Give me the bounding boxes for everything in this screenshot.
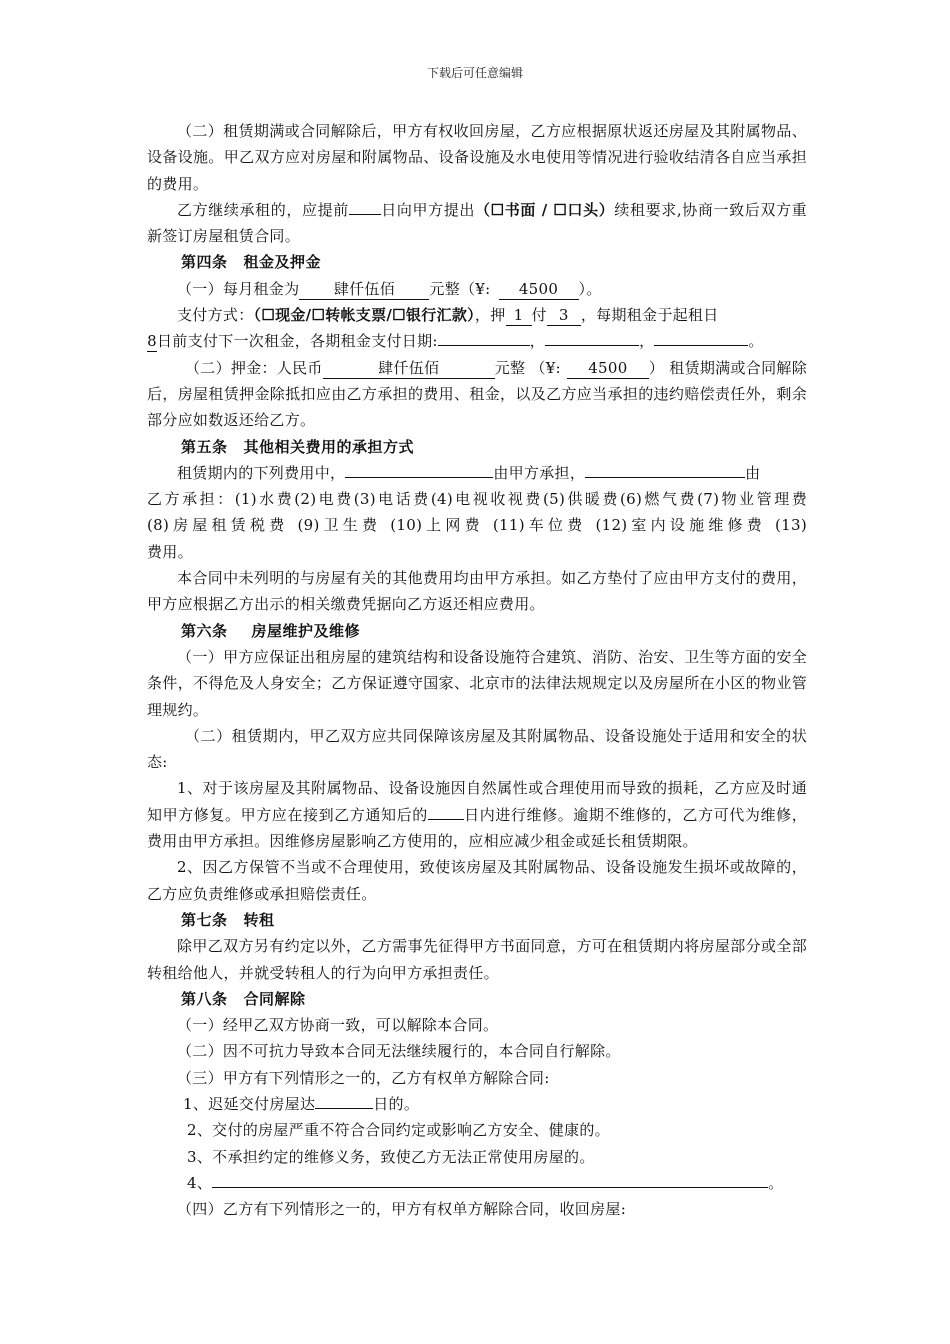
payment-day: 8 [147,332,157,351]
rent-text-b: 元整（¥: [429,279,491,298]
deposit-text-a: （二）押金：人民币 [185,358,323,377]
deposit-months: 1 [506,306,532,326]
clause-8-3-2: 2、交付的房屋严重不符合合同约定或影响乙方安全、健康的。 [187,1121,610,1140]
fees-line-4: 费用。 [147,542,193,561]
fees-line-2: 乙方承担：(1)水费(2)电费(3)电话费(4)电视收视费(5)供暖费(6)燃气费(7)物业管理费 [147,490,807,509]
clause-6-2-2: 2、因乙方保管不当或不合理使用，致使该房屋及其附属物品、设备设施发生损坏或故障的，乙方应负责维修或承担赔偿责任。 [147,858,807,903]
delay-text-a: 1、迟延交付房屋达 [183,1094,316,1113]
clause-8-3-1 [147,1091,807,1117]
deposit-text-b: 元整 （¥: [494,358,561,377]
clause-8-4: （四）乙方有下列情形之一的，甲方有权单方解除合同，收回房屋: [177,1200,627,1219]
clause-8-3-3: 3、不承担约定的维修义务，致使乙方无法正常使用房屋的。 [187,1147,595,1166]
clause-8-3: （三）甲方有下列情形之一的，乙方有权单方解除合同: [177,1068,550,1087]
clause-6-2: （二）租赁期内，甲乙双方应共同保障该房屋及其附属物品、设备设施处于适用和安全的状态: [147,726,807,772]
article-4-title: 租金及押金 [243,253,322,272]
payment-sep-2: ， [639,332,655,351]
contract-body [147,118,807,1222]
other-case-blank [212,1171,768,1188]
delay-text-b: 日的。 [373,1094,420,1113]
article-5-title: 其他相关费用的承担方式 [243,437,415,456]
fees-text-c: 由 [745,463,761,482]
clause-8-1: （一）经甲乙双方协商一致，可以解除本合同。 [177,1016,499,1035]
payment-sep-1: ， [529,332,546,351]
tenant-fees-blank [585,461,745,478]
payment-text-e: 日前支付下一次租金，各期租金支付日期: [157,332,438,351]
other-fees-paragraph: 本合同中未列明的与房屋有关的其他费用均由甲方承担。如乙方垫付了应由甲方支付的费用，甲方应根据乙方出示的相关缴费凭据向乙方返还相应费用。 [147,569,807,614]
clause-6-1: （一）甲方应保证出租房屋的建筑结构和设备设施符合建筑、消防、治安、卫生等方面的安全条件，不得危及人身安全；乙方保证遵守国家、北京市的法律法规规定以及房屋所在小区的物业管理规约。 [147,647,807,719]
renewal-days-blank [349,198,381,215]
payment-date-blank-3 [654,329,748,346]
article-6-title: 房屋维护及维修 [251,621,361,640]
deposit-text-c: ） 租赁期满或合同解除后，房屋租赁押金除抵扣应由乙方承担的费用、租金，以及乙方应当承担的违约赔偿责任外，剩余部分应如数返还给乙方。 [147,358,807,430]
clause-8-3-4 [147,1170,807,1196]
repair-days-blank [428,803,464,820]
monthly-rent-line [147,276,807,302]
payment-text-d: ，每期租金于起租日 [580,306,719,325]
other-case-end: 。 [768,1173,784,1192]
clause-3-2: （二）租赁期满或合同解除后，甲方有权收回房屋，乙方应根据原状返还房屋及其附属物品、设备设施。甲乙双方应对房屋和附属物品、设备设施及水电使用等情况进行验收结清各自应当承担的费用。 [147,122,807,193]
fees-text-b: 由甲方承担， [493,463,586,482]
fees-line-1 [147,460,807,486]
clause-7: 除甲乙双方另有约定以外，乙方需事先征得甲方书面同意，方可在租赁期内将房屋部分或全部转租给他人，并就受转租人的行为向甲方承担责任。 [147,937,807,982]
article-8-title: 合同解除 [243,989,306,1008]
other-case-label: 4、 [187,1173,213,1192]
article-8-heading [147,986,807,1012]
deposit-paragraph [147,355,807,434]
article-6-number: 第六条 [181,621,228,640]
payment-end: 。 [748,332,764,351]
payment-text-c: 付 [531,306,547,325]
fees-line-3: (8)房屋租赁税费 (9)卫生费 (10)上网费 (11)车位费 (12)室内设施维修费 (13) [147,516,807,535]
page-header: 下载后可任意编辑 [426,66,523,80]
payment-date-blank-1 [438,329,530,346]
landlord-fees-blank [345,461,493,478]
article-5-heading [147,434,807,460]
renewal-text-a: 乙方继续承租的，应提前 [177,200,349,219]
payment-date-blank-2 [545,329,639,346]
article-5-number: 第五条 [181,437,228,456]
rent-text-c: ）。 [578,279,602,298]
delay-days-blank [315,1092,373,1109]
payment-text-b: ，押 [474,306,506,325]
deposit-amount-words: 肆仟伍佰 [323,359,495,379]
article-7-heading [147,907,807,933]
payment-method-paragraph [147,302,807,355]
renewal-paragraph [147,197,807,250]
rent-amount-number: 4500 [499,280,579,300]
renewal-text-c: 续租要求,协商一致后双方重新签订房屋租赁合同。 [147,200,807,246]
clause-8-2: （二）因不可抗力导致本合同无法继续履行的，本合同自行解除。 [177,1042,621,1061]
rent-text-a: （一）每月租金为 [177,279,300,298]
article-4-number: 第四条 [181,253,228,272]
renewal-text-b: 日向甲方提出 [380,200,475,219]
clause-6-2-1 [147,775,807,854]
article-8-number: 第八条 [181,989,228,1008]
article-6-heading [147,618,807,644]
fees-text-a: 租赁期内的下列费用中， [177,463,346,482]
deposit-amount-number: 4500 [567,359,649,379]
payment-text-a: 支付方式： [177,306,254,325]
repair-text-a: 1、对于该房屋及其附属物品、设备设施因自然属性或合理使用而导致的损耗，乙方应及时通知甲方修复。甲方应在接到乙方通知后的 [147,779,807,824]
article-7-number: 第七条 [181,910,228,929]
renewal-method-options: （☐书面 / ☐口头） [475,200,615,219]
article-7-title: 转租 [243,910,275,929]
rent-amount-words: 肆仟伍佰 [299,280,429,300]
article-4-heading [147,249,807,275]
payment-method-options: （☐现金/☐转帐支票/☐银行汇款） [253,306,475,325]
repair-text-b: 日内进行维修。逾期不维修的，乙方可代为维修，费用由甲方承担。因维修房屋影响乙方使用的，应相应减少租金或延长租赁期限。 [147,805,807,851]
payment-months: 3 [547,306,581,326]
